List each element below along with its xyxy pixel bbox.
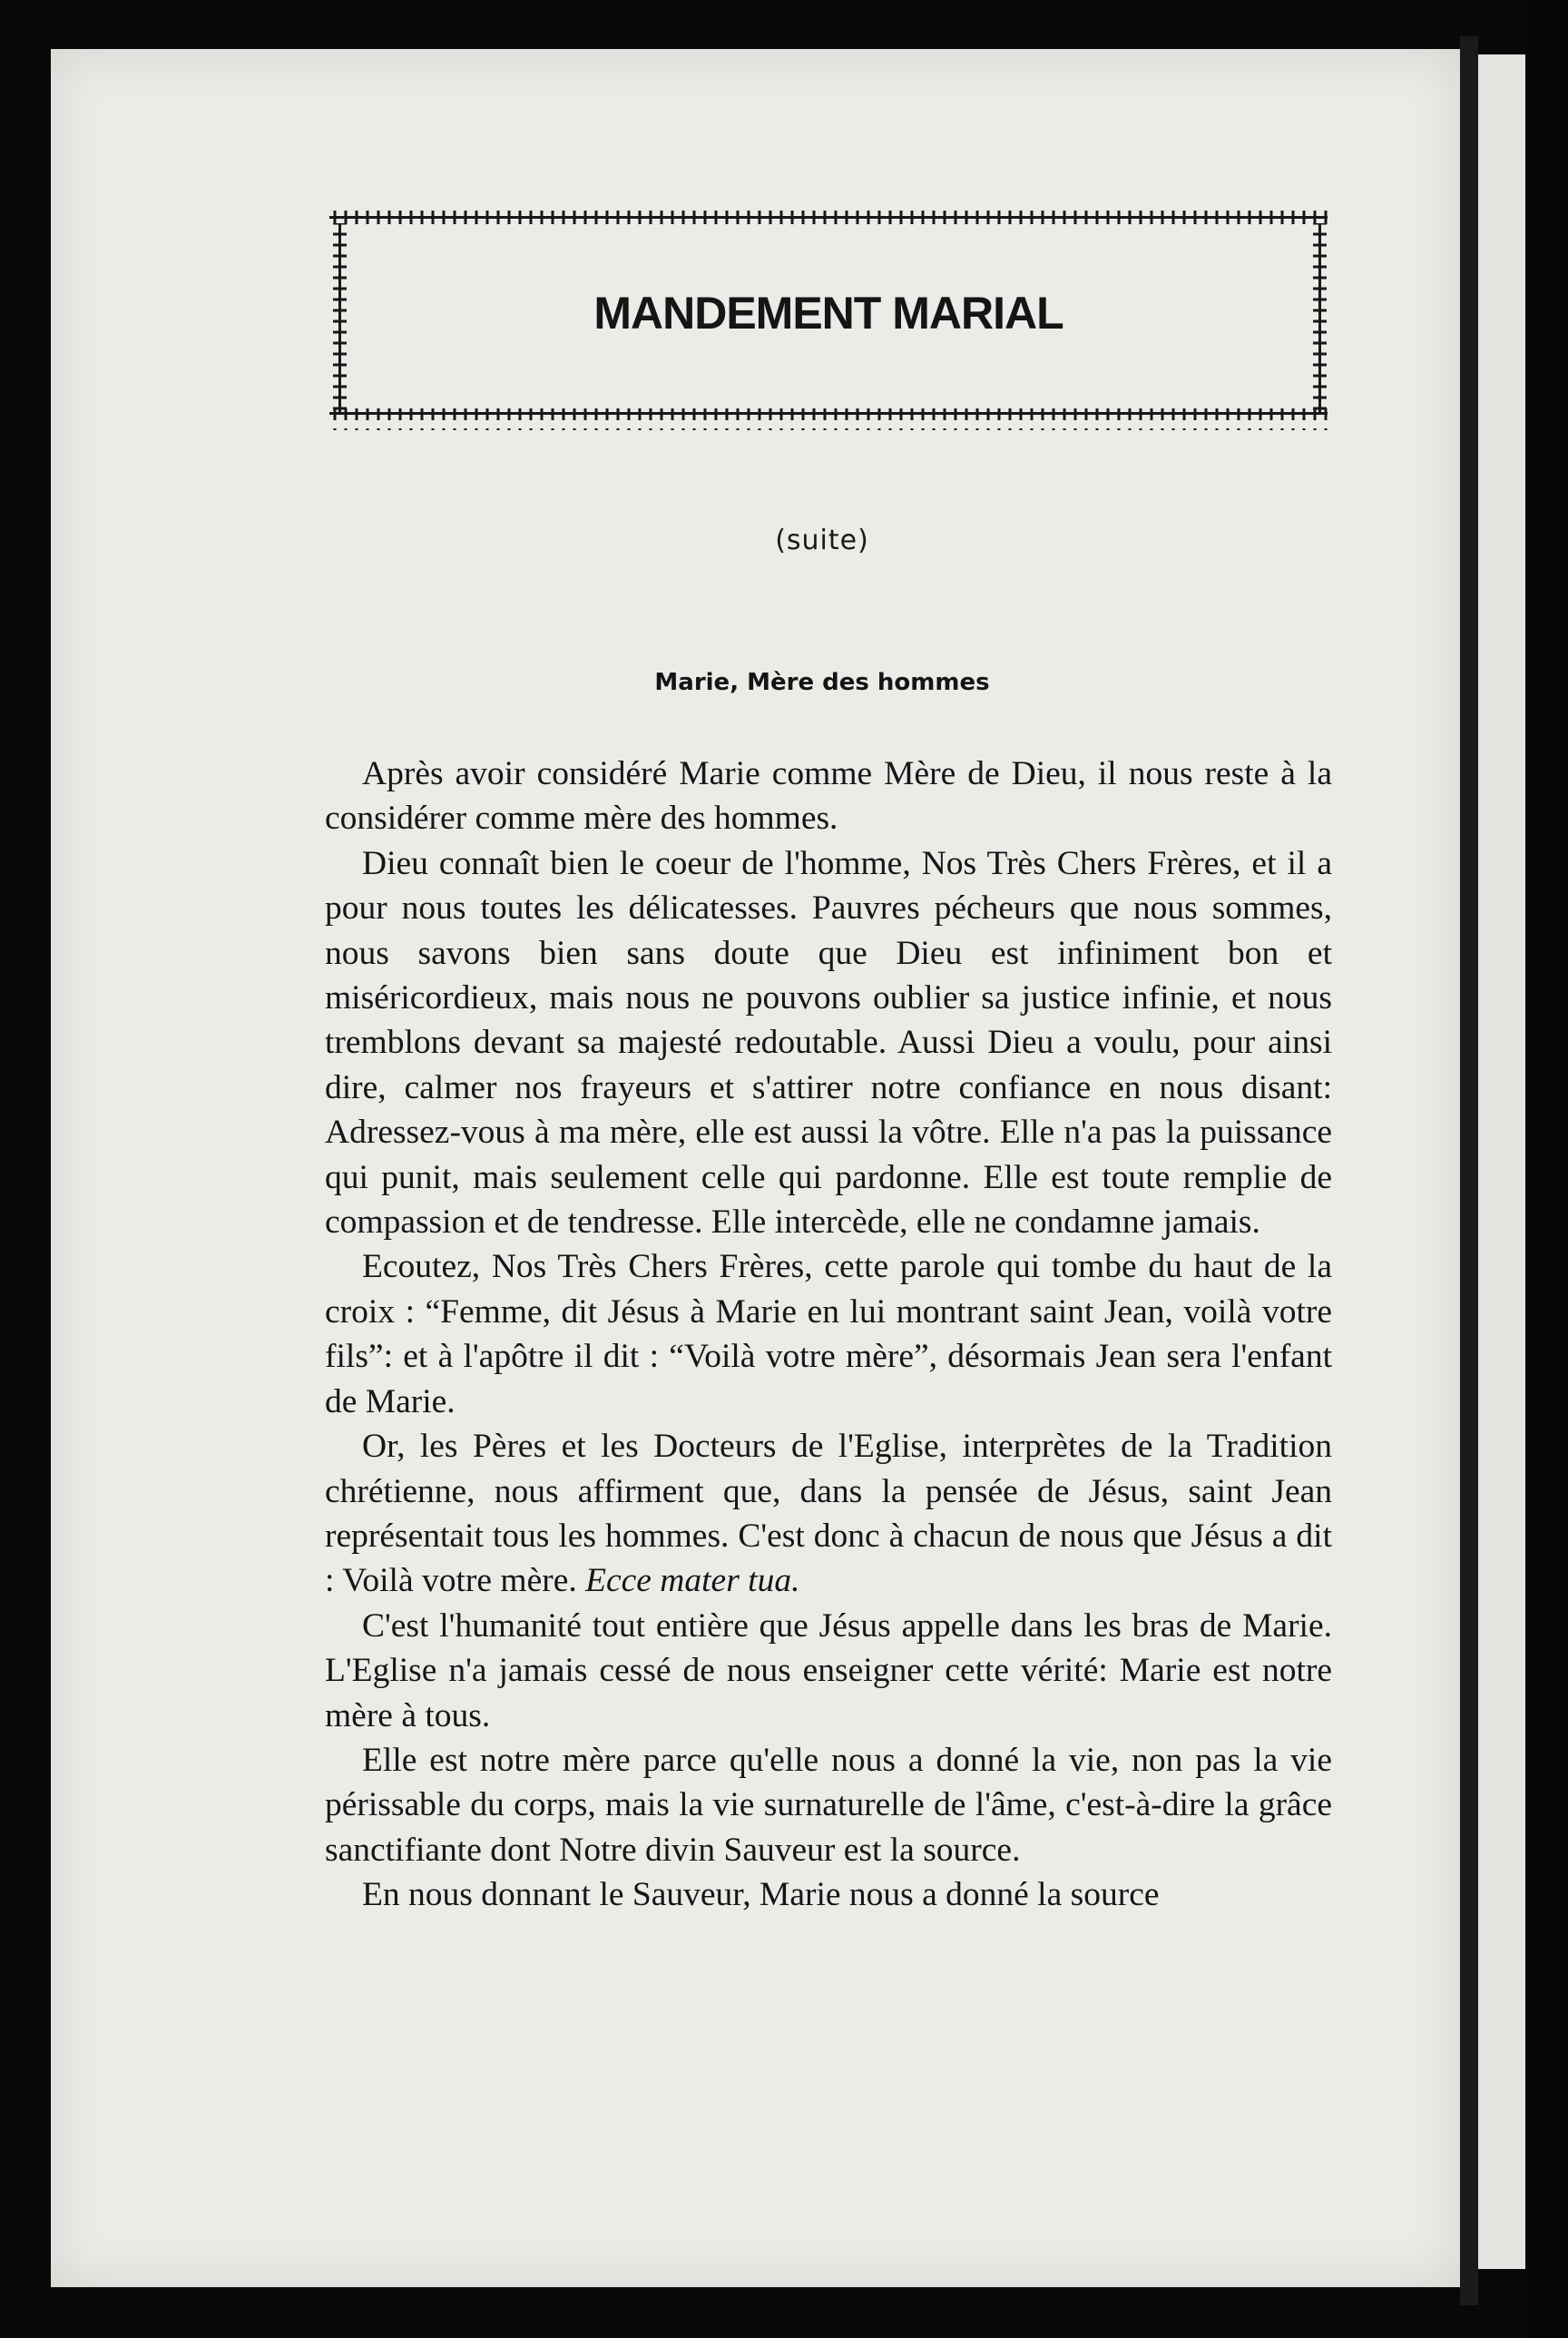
paragraph-text: Or, les Pères et les Docteurs de l'Eglise, interprètes de la Tradition chrétienne, nous affirment que, dans la pensée de Jésus, saint Jean représentait tous les hommes. C'est donc à chacun de nous que Jésus a dit : Voilà votre mère.	[325, 1428, 1332, 1600]
title-frame	[329, 207, 1328, 434]
subtitle: (suite)	[775, 525, 869, 556]
page-title: MANDEMENT MARIAL	[593, 288, 1063, 339]
paragraph: Ecoutez, Nos Très Chers Frères, cette parole qui tombe du haut de la croix : “Femme, dit Jésus à Marie en lui montrant saint Jean, voilà votre fils”: et à l'apôtre il dit : “Voilà votre mère”, désormais Jean sera l'enfant de Marie.	[325, 1248, 1332, 1420]
paragraph	[325, 1424, 1332, 1604]
paragraph: Après avoir considéré Marie comme Mère de Dieu, il nous reste à la considérer comme mère des hommes.	[325, 755, 1332, 838]
scan-edge-right	[1525, 0, 1568, 2338]
next-page-edge	[1478, 54, 1525, 2269]
paragraph: Dieu connaît bien le coeur de l'homme, Nos Très Chers Frères, et il a pour nous toutes les délicatesses. Pauvres pécheurs que nous sommes, nous savons bien sans doute que Dieu est infiniment bon et miséricordieux, mais nous ne pouvons oublier sa justice infinie, et nous tremblons devant sa majesté redoutable. Aussi Dieu a voulu, pour ainsi dire, calmer nos frayeurs et s'attirer notre confiance en nous disant: Adressez-vous à ma mère, elle est aussi la vôtre. Elle n'a pas la puissance qui punit, mais seulement celle qui pardonne. Elle est toute remplie de compassion et de tendresse. Elle intercède, elle ne condamne jamais.	[325, 844, 1332, 1242]
paragraph: Elle est notre mère parce qu'elle nous a donné la vie, non pas la vie périssable du corps, mais la vie surnaturelle de l'âme, c'est-à-dire la grâce sanctifiante dont Notre divin Sauveur est la source.	[325, 1741, 1332, 1869]
body-text	[325, 752, 1332, 1918]
page-gutter	[1460, 36, 1478, 2305]
paragraph: En nous donnant le Sauveur, Marie nous a donné la source	[362, 1876, 1160, 1914]
paragraph: C'est l'humanité tout entière que Jésus appelle dans les bras de Marie. L'Eglise n'a jamais cessé de nous enseigner cette vérité: Marie est notre mère à tous.	[325, 1606, 1332, 1734]
section-heading: Marie, Mère des hommes	[654, 669, 990, 696]
latin-quote: Ecce mater tua.	[585, 1562, 800, 1600]
